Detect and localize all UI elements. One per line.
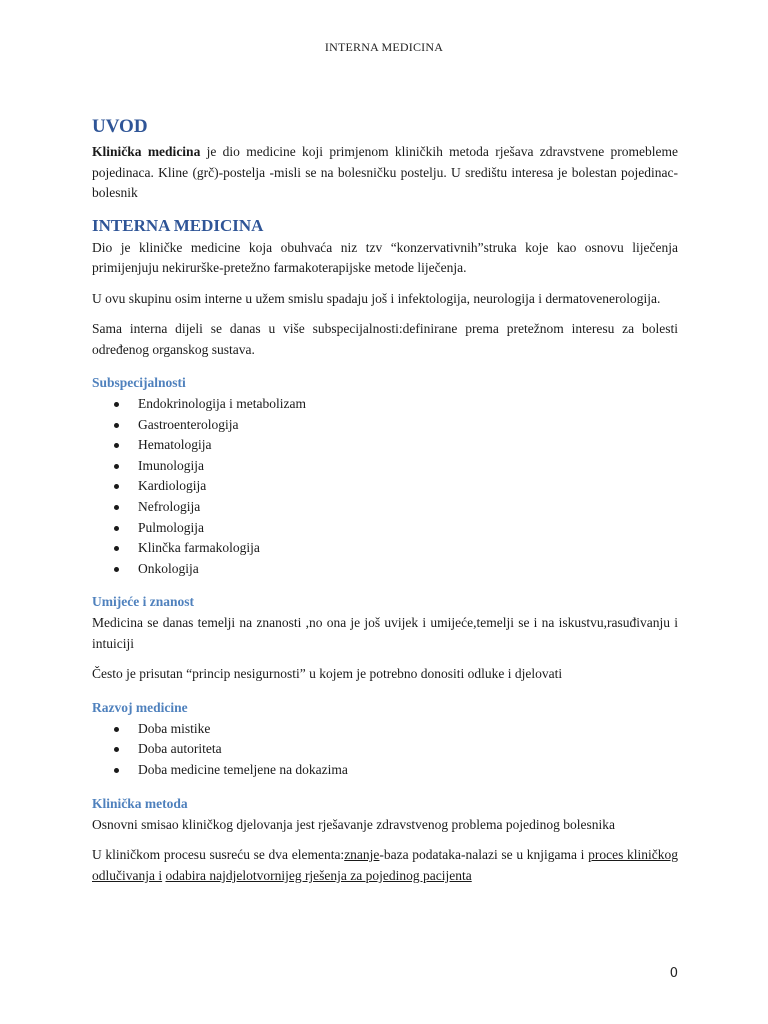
paragraph-uvod <box>92 142 678 204</box>
paragraph-klinicka-metoda-1: Osnovni smisao kliničkog djelovanja jest rješavanje zdravstvenog problema pojedinog bolesnika <box>92 816 616 832</box>
underlined-term-znanje: znanje <box>344 847 380 863</box>
bullet-icon <box>114 567 119 572</box>
list-razvoj-medicine <box>92 719 678 781</box>
list-item <box>92 394 678 415</box>
list-item <box>92 719 678 740</box>
term-klinicka-medicina: Klinička medicina <box>92 144 201 159</box>
list-item-text: Endokrinologija i metabolizam <box>138 396 306 411</box>
bullet-icon <box>114 484 119 489</box>
list-item <box>92 497 678 518</box>
list-subspecijalnosti <box>92 394 678 579</box>
list-item-text: Imunologija <box>138 457 204 473</box>
list-item-text: Pulmologija <box>138 519 205 535</box>
list-item-text: Doba autoriteta <box>138 741 222 757</box>
bullet-icon <box>114 505 119 510</box>
list-item-text: Doba mistike <box>138 720 211 736</box>
list-item-text: Nefrologija <box>138 498 201 514</box>
underlined-term-proces: proces kliničkog odlučivanja i <box>92 847 678 883</box>
paragraph-klinicka-metoda-2 <box>92 845 678 886</box>
heading-interna-medicina: INTERNA MEDICINA <box>92 215 264 235</box>
list-item-text: Onkologija <box>138 560 199 576</box>
heading-uvod: UVOD <box>92 116 148 137</box>
bullet-icon <box>114 526 119 531</box>
heading-klinicka-metoda: Klinička metoda <box>92 795 188 811</box>
text-fragment: U kliničkom procesu susreću se dva elementa: <box>92 847 345 863</box>
bullet-icon <box>114 443 119 448</box>
document-body <box>92 116 678 896</box>
paragraph-umijece-1: Medicina se danas temelji na znanosti ,no ona je još uvijek i umijeće,temelji se i na iskustvu,rasuđivanju i intuiciji <box>92 615 678 651</box>
bullet-icon <box>114 423 119 428</box>
bullet-icon <box>114 768 119 773</box>
bullet-icon <box>114 546 119 551</box>
heading-subspecijalnosti: Subspecijalnosti <box>92 375 186 390</box>
list-item <box>92 435 678 456</box>
heading-razvoj-medicine: Razvoj medicine <box>92 699 188 715</box>
list-item <box>92 760 678 781</box>
paragraph-interna-3: Sama interna dijeli se danas u više subspecijalnosti:definirane prema pretežnom interesu za bolesti određenog organskog sustava. <box>92 321 678 357</box>
list-item-text: Doba medicine temeljene na dokazima <box>138 762 348 778</box>
heading-umijece-i-znanost: Umijeće i znanost <box>92 594 194 610</box>
bullet-icon <box>114 747 119 752</box>
paragraph-uvod-text: je dio medicine koji primjenom kliničkih metoda rješava zdravstvene promebleme pojedinaca. Kline (grč)-postelja -misli se na bolesničku postelju. U središtu interesa je bolestan pojedinac-bolesnik <box>92 144 678 200</box>
list-item-text: Kardiologija <box>138 478 207 494</box>
bullet-icon <box>114 402 119 407</box>
bullet-icon <box>114 727 119 732</box>
list-item <box>92 456 678 477</box>
list-item-text: Gastroenterologija <box>138 416 239 432</box>
text-fragment: -baza podataka-nalazi se u knjigama i <box>379 847 589 863</box>
list-item <box>92 538 678 559</box>
bullet-icon <box>114 464 119 469</box>
running-header: INTERNA MEDICINA <box>324 40 444 54</box>
list-item <box>92 559 678 580</box>
paragraph-interna-1: Dio je kliničke medicine koja obuhvaća niz tzv “konzervativnih”struka koje kao osnovu liječenja primijenjuju nekirurške-pretežno farmakoterapijske metode liječenja. <box>92 239 678 275</box>
paragraph-umijece-2: Često je prisutan “princip nesigurnosti” u kojem je potrebno donositi odluke i djelovati <box>92 666 563 682</box>
page-number: 0 <box>669 966 678 981</box>
list-item-text: Hematologija <box>138 437 212 453</box>
underlined-term-odabira: odabira najdjelotvornijeg rješenja za pojedinog pacijenta <box>165 867 472 883</box>
list-item <box>92 415 678 436</box>
list-item <box>92 518 678 539</box>
paragraph-interna-2: U ovu skupinu osim interne u užem smislu spadaju još i infektologija, neurologija i dermatovenerologija. <box>92 290 661 306</box>
list-item <box>92 739 678 760</box>
list-item-text: Klinčka farmakologija <box>138 540 260 556</box>
list-item <box>92 476 678 497</box>
